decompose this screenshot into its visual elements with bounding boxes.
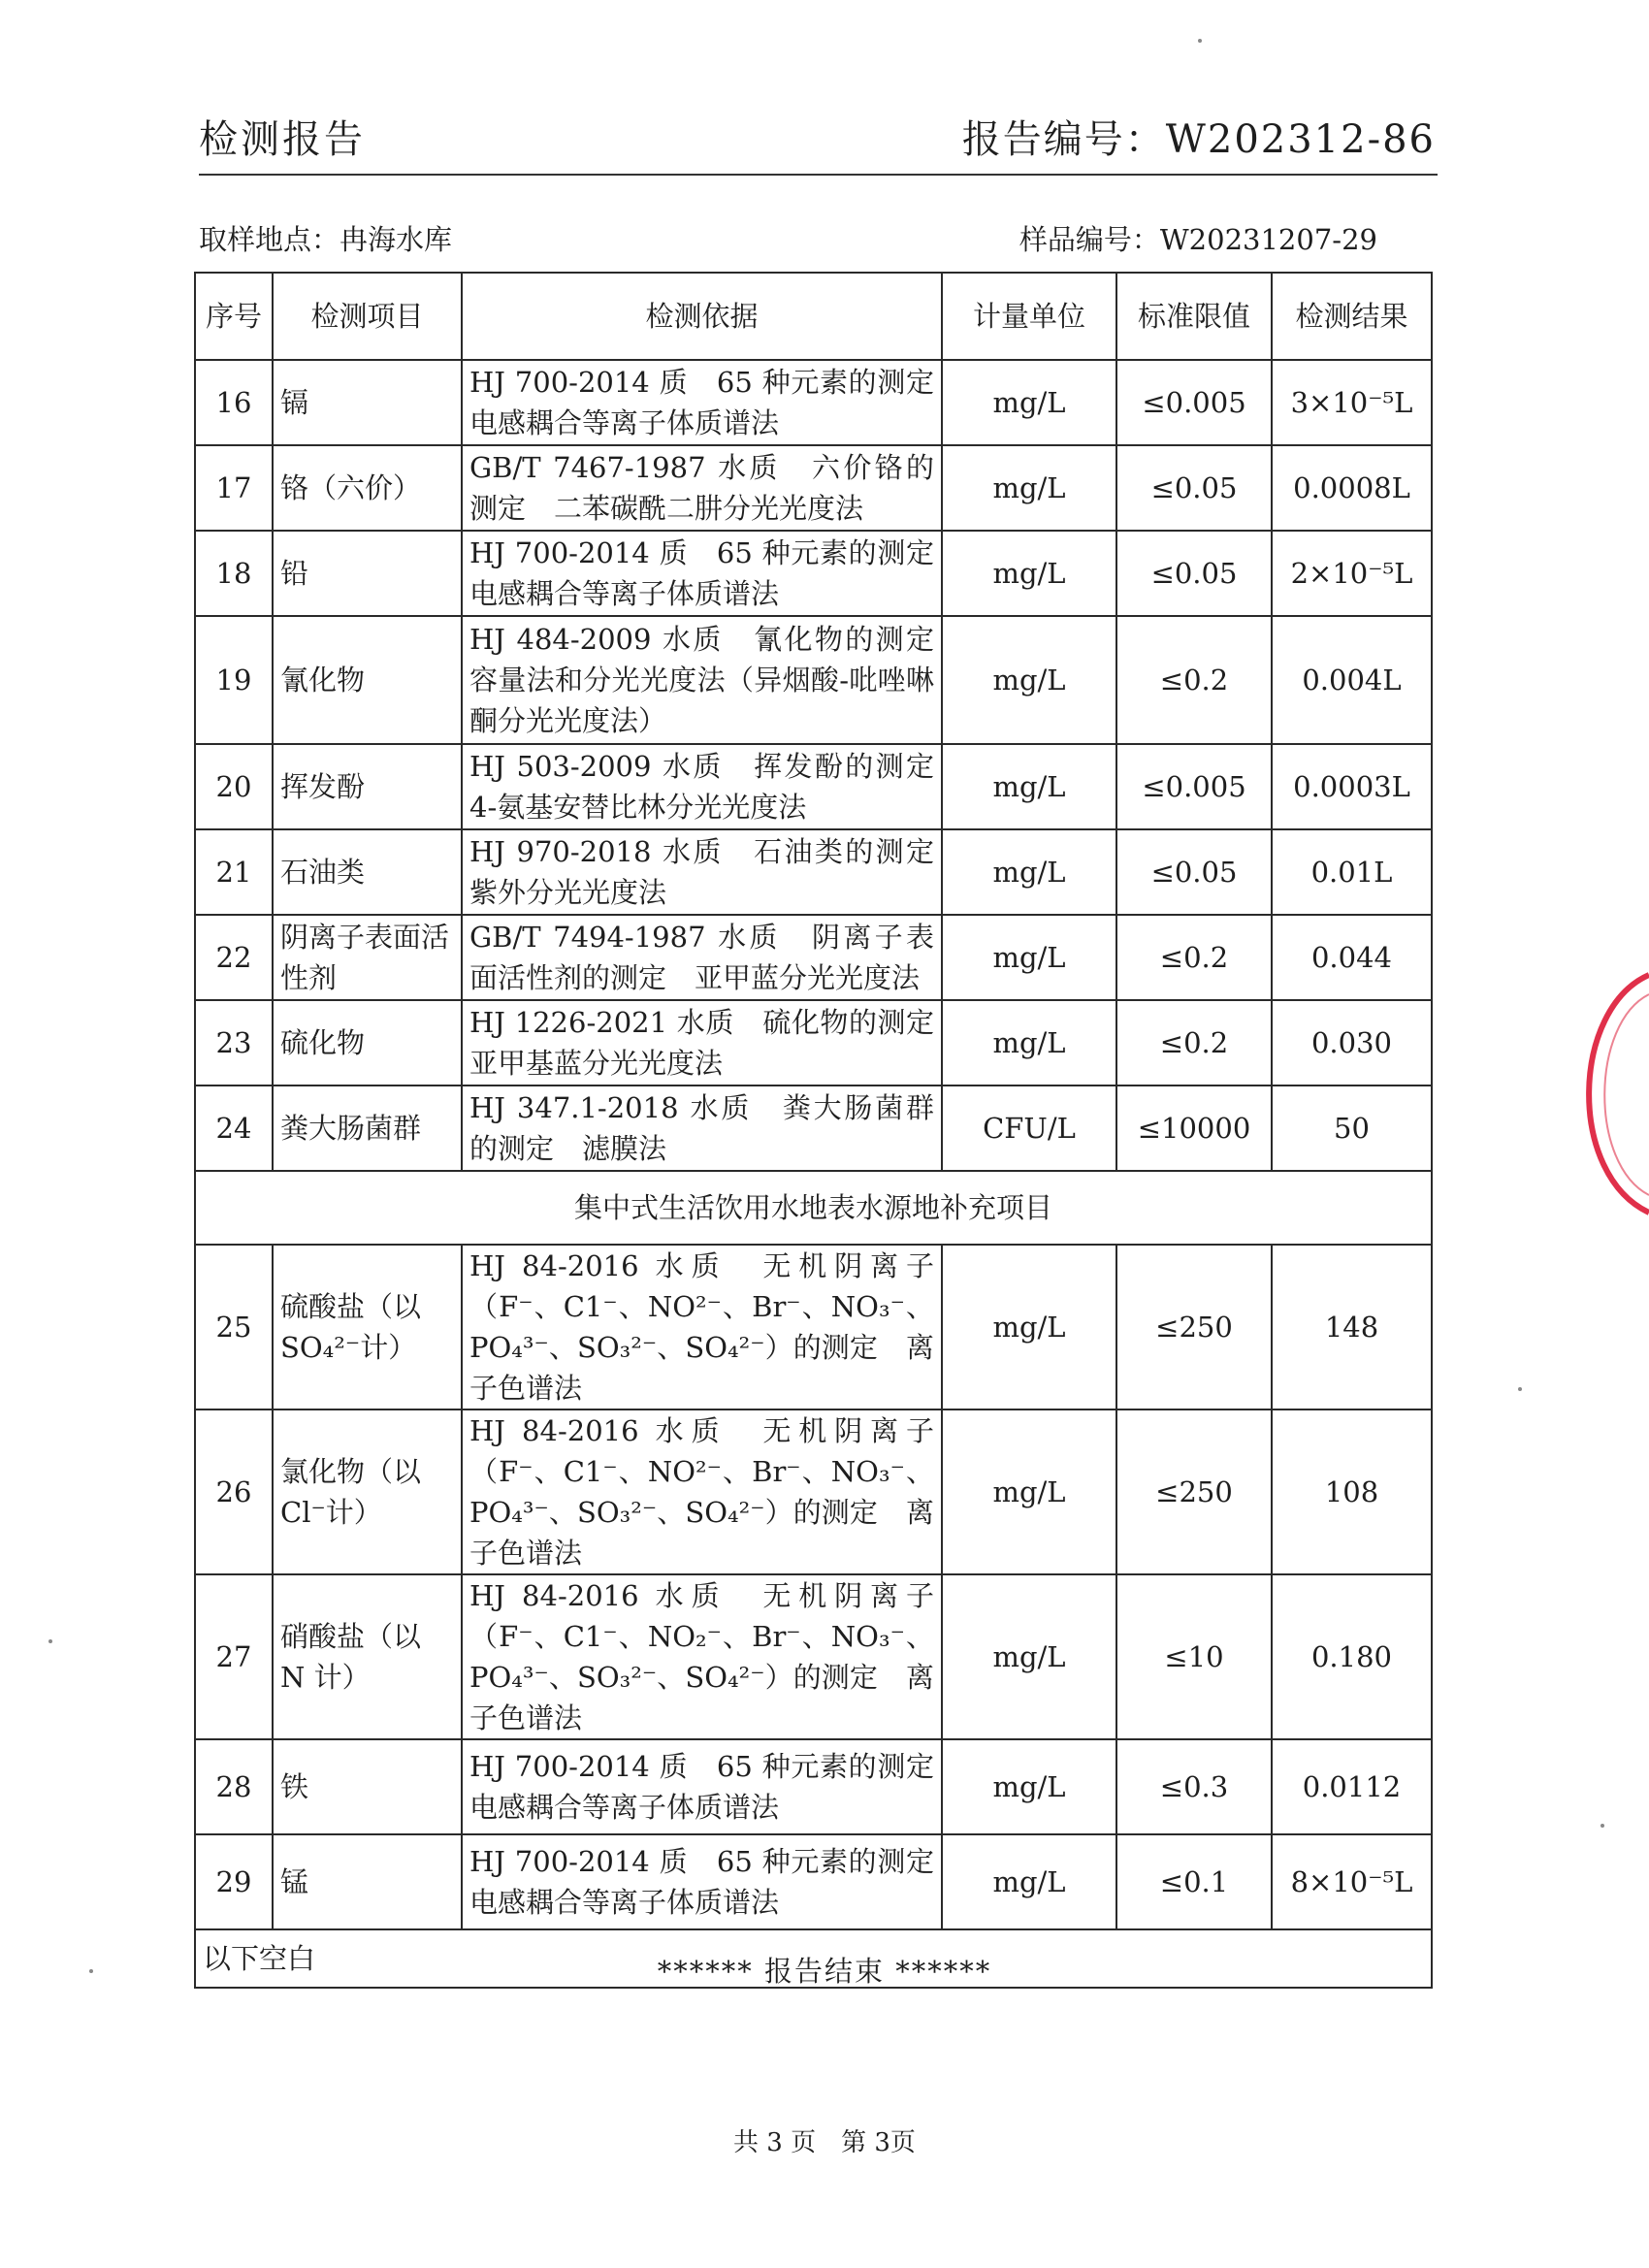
test-method: HJ 970-2018 水质 石油类的测定 紫外分光光度法: [462, 829, 942, 915]
unit: mg/L: [942, 915, 1116, 1000]
standard-limit: ≤0.05: [1116, 829, 1272, 915]
col-header-item: 检测项目: [273, 273, 462, 360]
seal-stamp: [1552, 970, 1649, 1222]
test-result: 148: [1272, 1245, 1432, 1409]
test-method: HJ 1226-2021 水质 硫化物的测定 亚甲基蓝分光光度法: [462, 1000, 942, 1085]
col-header-limit: 标准限值: [1116, 273, 1272, 360]
unit: mg/L: [942, 1000, 1116, 1085]
test-item: 镉: [273, 360, 462, 445]
test-method: HJ 503-2009 水质 挥发酚的测定 4-氨基安替比林分光光度法: [462, 744, 942, 829]
test-result: 0.004L: [1272, 616, 1432, 744]
standard-limit: ≤10000: [1116, 1085, 1272, 1171]
standard-limit: ≤10: [1116, 1574, 1272, 1739]
test-method: HJ 700-2014 质 65 种元素的测定 电感耦合等离子体质谱法: [462, 360, 942, 445]
table-row: [195, 915, 1432, 1000]
standard-limit: ≤0.1: [1116, 1834, 1272, 1929]
standard-limit: ≤0.2: [1116, 915, 1272, 1000]
scan-speck: [1518, 1387, 1522, 1391]
test-result: 50: [1272, 1085, 1432, 1171]
test-result: 108: [1272, 1409, 1432, 1574]
page-header: [199, 109, 1436, 177]
scan-speck: [89, 1969, 93, 1973]
table-row: [195, 1000, 1432, 1085]
test-result: 0.180: [1272, 1574, 1432, 1739]
test-result: 0.01L: [1272, 829, 1432, 915]
report-number: 报告编号：W202312-86: [961, 117, 1436, 162]
standard-limit: ≤250: [1116, 1409, 1272, 1574]
table-row: [195, 1245, 1432, 1409]
col-header-basis: 检测依据: [462, 273, 942, 360]
test-item: 氰化物: [273, 616, 462, 744]
unit: mg/L: [942, 616, 1116, 744]
col-header-result: 检测结果: [1272, 273, 1432, 360]
standard-limit: ≤0.2: [1116, 616, 1272, 744]
test-result: 0.0112: [1272, 1739, 1432, 1834]
table-row: [195, 616, 1432, 744]
unit: mg/L: [942, 445, 1116, 531]
unit: mg/L: [942, 744, 1116, 829]
section-title: 集中式生活饮用水地表水源地补充项目: [195, 1171, 1432, 1245]
sampling-location: 取样地点：冉海水库: [199, 223, 453, 256]
standard-limit: ≤0.3: [1116, 1739, 1272, 1834]
table-row: [195, 1574, 1432, 1739]
test-item: 石油类: [273, 829, 462, 915]
standard-limit: ≤0.005: [1116, 744, 1272, 829]
row-number: 21: [195, 829, 273, 915]
standard-limit: ≤0.05: [1116, 531, 1272, 616]
test-item: 氯化物（以 Cl⁻计）: [273, 1409, 462, 1574]
test-item: 挥发酚: [273, 744, 462, 829]
unit: mg/L: [942, 531, 1116, 616]
section-row: [195, 1171, 1432, 1245]
row-number: 25: [195, 1245, 273, 1409]
test-method: HJ 347.1-2018 水质 粪大肠菌群的测定 滤膜法: [462, 1085, 942, 1171]
row-number: 24: [195, 1085, 273, 1171]
col-header-unit: 计量单位: [942, 273, 1116, 360]
test-result: 0.0003L: [1272, 744, 1432, 829]
sample-number: 样品编号：W20231207-29: [1018, 223, 1377, 256]
scan-speck: [1600, 1824, 1604, 1828]
test-result: 2×10⁻⁵L: [1272, 531, 1432, 616]
row-number: 20: [195, 744, 273, 829]
test-item: 铬（六价）: [273, 445, 462, 531]
unit: mg/L: [942, 1739, 1116, 1834]
test-item: 粪大肠菌群: [273, 1085, 462, 1171]
unit: mg/L: [942, 1409, 1116, 1574]
test-method: HJ 700-2014 质 65 种元素的测定 电感耦合等离子体质谱法: [462, 1739, 942, 1834]
test-method: HJ 484-2009 水质 氰化物的测定 容量法和分光光度法（异烟酸-吡唑啉酮分光光度法）: [462, 616, 942, 744]
test-method: HJ 700-2014 质 65 种元素的测定 电感耦合等离子体质谱法: [462, 531, 942, 616]
report-title: 检测报告: [199, 117, 366, 162]
unit: mg/L: [942, 1834, 1116, 1929]
row-number: 23: [195, 1000, 273, 1085]
standard-limit: ≤0.2: [1116, 1000, 1272, 1085]
table-row: [195, 1409, 1432, 1574]
report-end-mark: ****** 报告结束 ******: [657, 1955, 992, 1988]
unit: mg/L: [942, 1245, 1116, 1409]
table-row: [195, 445, 1432, 531]
table-row: [195, 1834, 1432, 1929]
test-item: 硝酸盐（以 N 计）: [273, 1574, 462, 1739]
test-method: GB/T 7467-1987 水质 六价铬的测定 二苯碳酰二肼分光光度法: [462, 445, 942, 531]
test-item: 硫化物: [273, 1000, 462, 1085]
test-item: 硫酸盐（以 SO₄²⁻计）: [273, 1245, 462, 1409]
test-method: HJ 84-2016 水质 无机阴离子（F⁻、C1⁻、NO²⁻、Br⁻、NO₃⁻、PO₄³⁻、SO₃²⁻、SO₄²⁻）的测定 离子色谱法: [462, 1245, 942, 1409]
test-item: 阴离子表面活性剂: [273, 915, 462, 1000]
page-number: 共 3 页 第 3页: [733, 2128, 916, 2157]
row-number: 29: [195, 1834, 273, 1929]
unit: mg/L: [942, 1574, 1116, 1739]
unit: mg/L: [942, 829, 1116, 915]
test-result: 3×10⁻⁵L: [1272, 360, 1432, 445]
table-row: [195, 1739, 1432, 1834]
test-result: 8×10⁻⁵L: [1272, 1834, 1432, 1929]
standard-limit: ≤0.05: [1116, 445, 1272, 531]
table-row: [195, 1085, 1432, 1171]
unit: CFU/L: [942, 1085, 1116, 1171]
row-number: 26: [195, 1409, 273, 1574]
test-result: 0.030: [1272, 1000, 1432, 1085]
test-method: HJ 700-2014 质 65 种元素的测定 电感耦合等离子体质谱法: [462, 1834, 942, 1929]
unit: mg/L: [942, 360, 1116, 445]
results-table: [194, 272, 1433, 1989]
scan-speck: [48, 1639, 52, 1643]
row-number: 16: [195, 360, 273, 445]
standard-limit: ≤0.005: [1116, 360, 1272, 445]
test-method: GB/T 7494-1987 水质 阴离子表面活性剂的测定 亚甲蓝分光光度法: [462, 915, 942, 1000]
row-number: 27: [195, 1574, 273, 1739]
table-row: [195, 531, 1432, 616]
scan-speck: [1198, 39, 1202, 43]
test-method: HJ 84-2016 水质 无机阴离子（F⁻、C1⁻、NO₂⁻、Br⁻、NO₃⁻、PO₄³⁻、SO₃²⁻、SO₄²⁻）的测定 离子色谱法: [462, 1574, 942, 1739]
test-result: 0.0008L: [1272, 445, 1432, 531]
col-header-no: 序号: [195, 273, 273, 360]
test-result: 0.044: [1272, 915, 1432, 1000]
test-item: 铅: [273, 531, 462, 616]
row-number: 22: [195, 915, 273, 1000]
test-method: HJ 84-2016 水质 无机阴离子（F⁻、C1⁻、NO²⁻、Br⁻、NO₃⁻、PO₄³⁻、SO₃²⁻、SO₄²⁻）的测定 离子色谱法: [462, 1409, 942, 1574]
row-number: 18: [195, 531, 273, 616]
row-number: 28: [195, 1739, 273, 1834]
test-item: 锰: [273, 1834, 462, 1929]
table-row: [195, 360, 1432, 445]
standard-limit: ≤250: [1116, 1245, 1272, 1409]
test-item: 铁: [273, 1739, 462, 1834]
table-header-row: [195, 273, 1432, 360]
row-number: 17: [195, 445, 273, 531]
header-divider: [199, 174, 1438, 176]
table-row: [195, 744, 1432, 829]
table-row: [195, 829, 1432, 915]
blank-note: 以下空白: [195, 1929, 1432, 1988]
row-number: 19: [195, 616, 273, 744]
